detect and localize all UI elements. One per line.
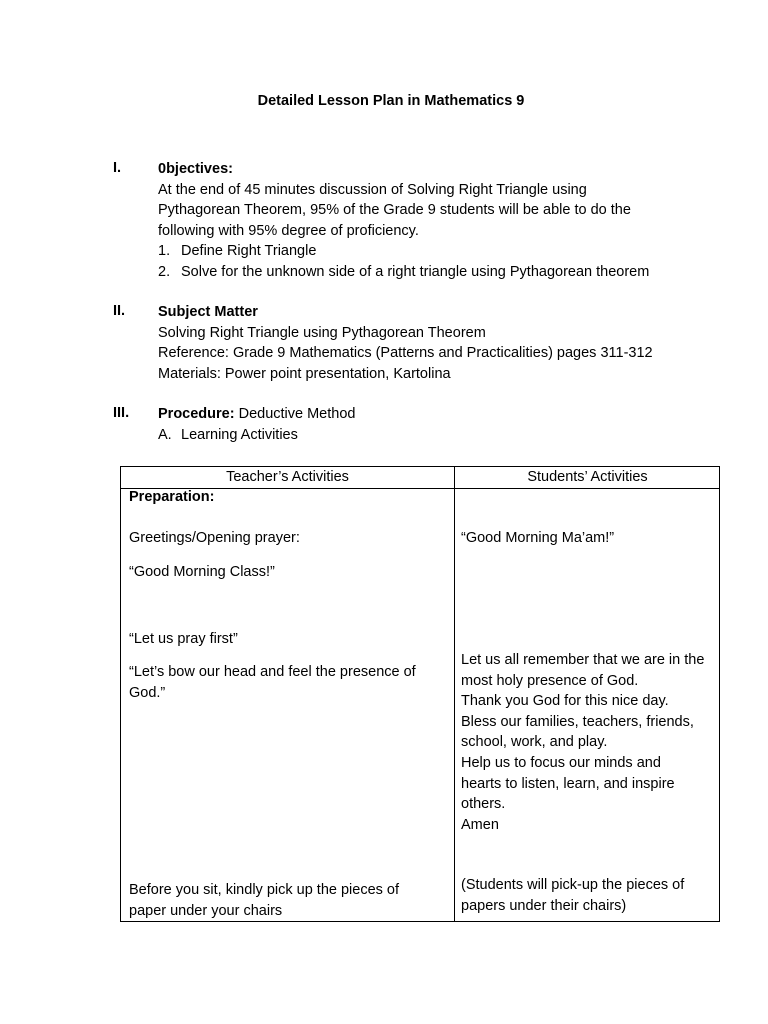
students-prayer-line: school, work, and play. — [461, 734, 608, 751]
objectives-paragraph-line: Pythagorean Theorem, 95% of the Grade 9 students will be able to do the — [158, 202, 631, 219]
teacher-pick-up — [129, 880, 399, 921]
subject-matter-line: Solving Right Triangle using Pythagorean Theorem — [158, 324, 486, 341]
teacher-pick-up-line: paper under your chairs — [129, 902, 283, 919]
students-prayer-line: Amen — [461, 816, 499, 833]
objective-item-number: 1. — [158, 243, 171, 260]
objectives-paragraph-line: following with 95% degree of proficiency. — [158, 222, 419, 239]
section-number-procedure: III. — [113, 405, 130, 421]
procedure-method: Deductive Method — [234, 406, 356, 422]
table-column-divider — [454, 467, 455, 921]
subject-matter-heading: Subject Matter — [158, 304, 258, 320]
preparation-label: Preparation: — [129, 489, 215, 505]
students-pick-up-line: (Students will pick-up the pieces of — [461, 877, 685, 893]
activities-table — [120, 466, 720, 922]
teacher-bow-head-line: “Let’s bow our head and feel the presence of — [129, 664, 416, 680]
document-title: Detailed Lesson Plan in Mathematics 9 — [257, 93, 525, 109]
students-prayer-line: Help us to focus our minds and — [461, 754, 661, 771]
teacher-activities-header: Teacher’s Activities — [226, 469, 349, 485]
section-number-subject-matter: II. — [113, 303, 126, 319]
procedure-heading: Procedure: — [158, 406, 235, 422]
students-prayer-line: Thank you God for this nice day. — [461, 693, 669, 710]
procedure-subsection-title: Learning Activities — [181, 426, 298, 443]
section-procedure — [158, 404, 355, 445]
objective-item-text: Solve for the unknown side of a right triangle using Pythagorean theorem — [181, 263, 650, 280]
section-objectives — [158, 159, 649, 283]
teacher-let-us-pray: “Let us pray first” — [129, 631, 238, 647]
teacher-good-morning: “Good Morning Class!” — [129, 564, 275, 580]
students-good-morning: “Good Morning Ma’am!” — [461, 530, 615, 546]
procedure-subsection-letter: A. — [158, 426, 172, 443]
teacher-pick-up-line: Before you sit, kindly pick up the pieces of — [129, 882, 400, 898]
students-prayer-line: others. — [461, 796, 506, 813]
objective-item — [158, 262, 649, 283]
students-prayer-line: most holy presence of God. — [461, 672, 639, 689]
subject-matter-line: Reference: Grade 9 Mathematics (Patterns and Practicalities) pages 311-312 — [158, 345, 653, 362]
objective-item-number: 2. — [158, 263, 171, 280]
procedure-line — [158, 404, 355, 425]
subject-matter-line: Materials: Power point presentation, Kartolina — [158, 365, 451, 382]
objectives-paragraph-line: At the end of 45 minutes discussion of Solving Right Triangle using — [158, 181, 587, 198]
students-activities-header: Students’ Activities — [527, 469, 648, 485]
objective-item — [158, 241, 649, 262]
section-subject-matter — [158, 302, 653, 384]
teacher-bow-head — [129, 662, 416, 703]
students-prayer — [461, 650, 704, 835]
section-number-objectives: I. — [113, 160, 122, 176]
greetings-label: Greetings/Opening prayer: — [129, 530, 300, 546]
students-pick-up — [461, 875, 684, 916]
students-prayer-line: Bless our families, teachers, friends, — [461, 713, 694, 730]
objectives-heading: 0bjectives: — [158, 161, 233, 177]
teacher-bow-head-line: God.” — [129, 684, 166, 701]
procedure-subsection — [158, 425, 355, 446]
students-prayer-line: hearts to listen, learn, and inspire — [461, 775, 675, 792]
students-pick-up-line: papers under their chairs) — [461, 897, 627, 914]
objective-item-text: Define Right Triangle — [181, 243, 317, 260]
students-prayer-line: Let us all remember that we are in the — [461, 652, 705, 668]
